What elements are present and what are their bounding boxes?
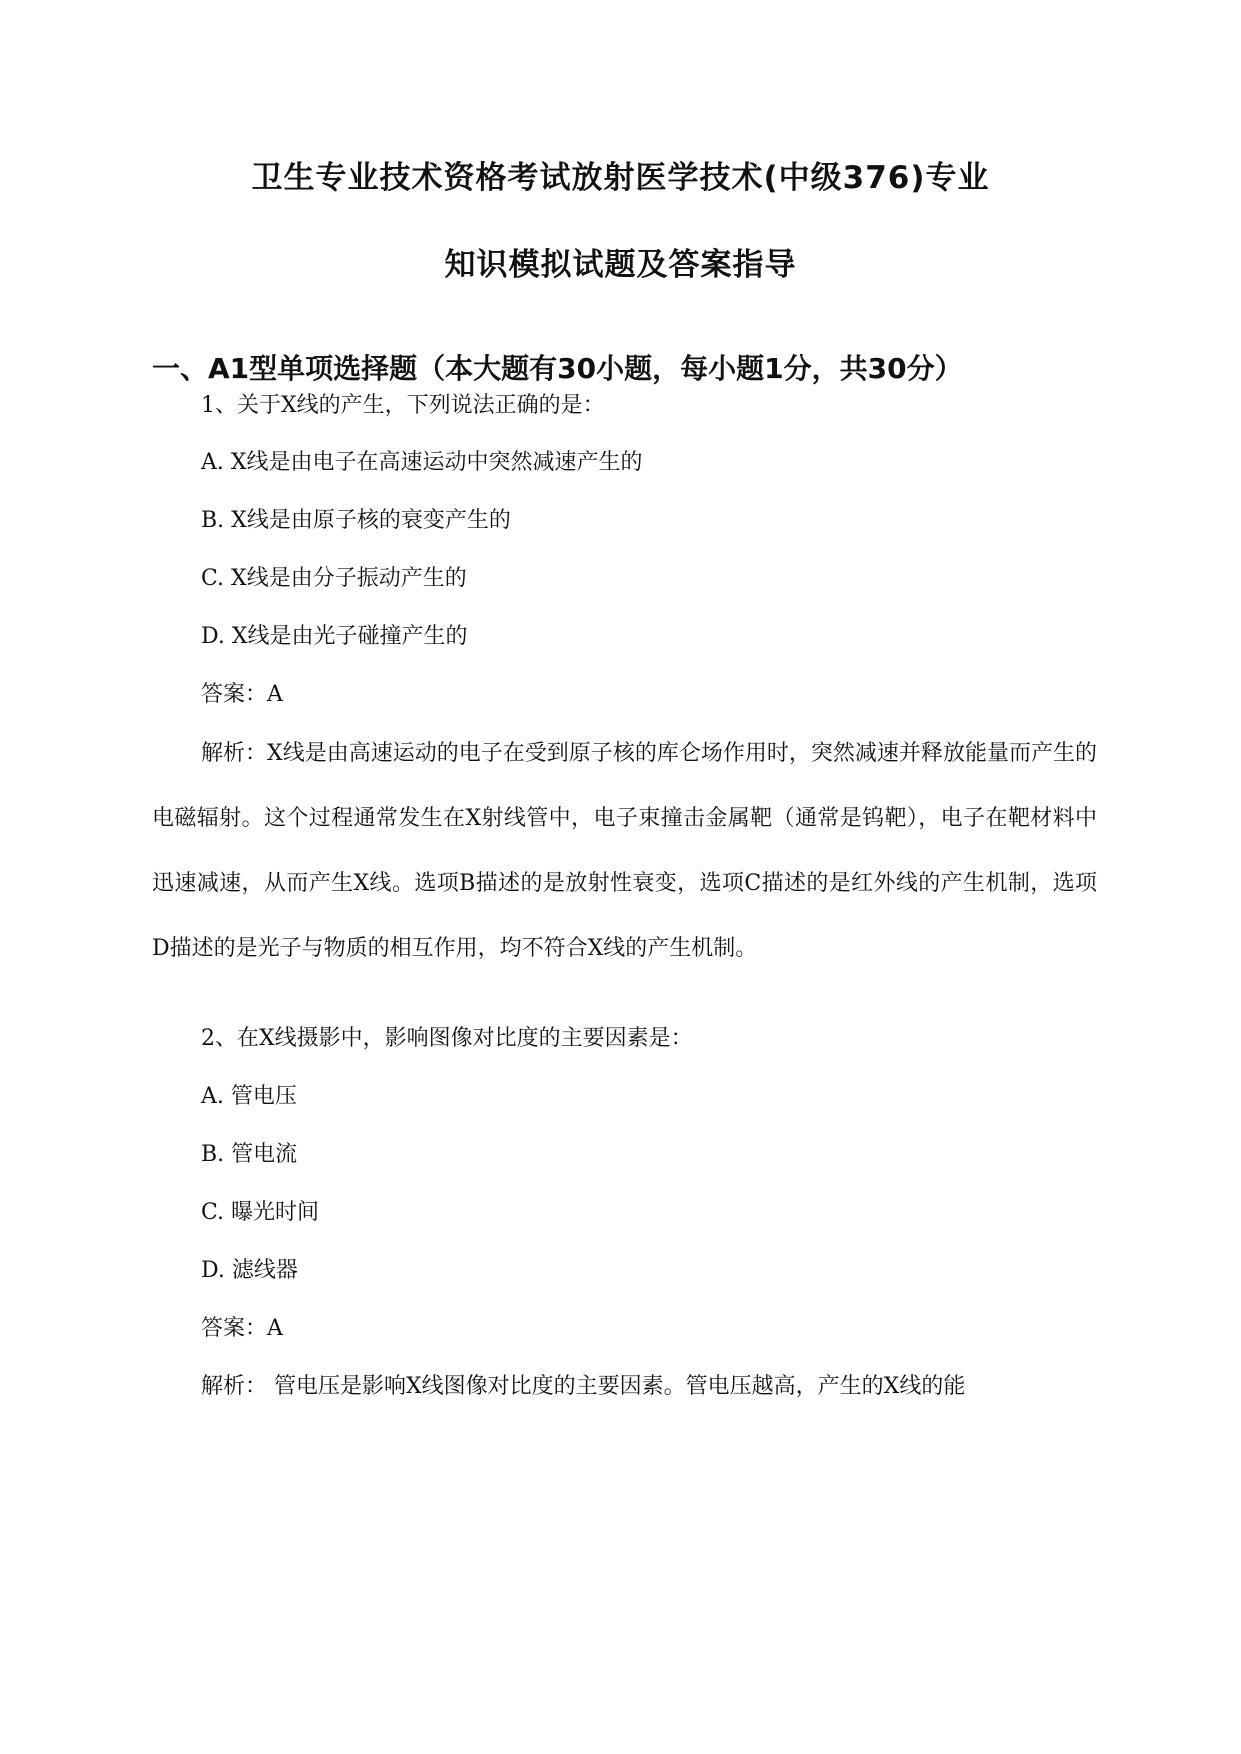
section-heading: 一、A1型单项选择题（本大题有30小题，每小题1分，共30分） [152, 352, 963, 385]
question-2-stem: 2、在X线摄影中，影响图像对比度的主要因素是： [201, 1026, 693, 1051]
question-2-option-d: D. 滤线器 [201, 1258, 298, 1283]
question-1-option-a: A. X线是由电子在高速运动中突然减速产生的 [201, 450, 643, 475]
question-1-option-d: D. X线是由光子碰撞产生的 [201, 624, 468, 649]
question-2-explanation: 解析： 管电压是影响X线图像对比度的主要因素。管电压越高，产生的X线的能 [201, 1374, 966, 1399]
question-2-option-b: B. 管电流 [201, 1142, 298, 1167]
question-2-option-c: C. 曝光时间 [201, 1200, 320, 1225]
document-title-line-2: 知识模拟试题及答案指导 [444, 247, 797, 283]
question-1-answer: 答案：A [201, 682, 283, 707]
question-1-option-b: B. X线是由原子核的衰变产生的 [201, 508, 511, 533]
question-1-stem: 1、关于X线的产生，下列说法正确的是： [201, 393, 605, 418]
document-title-line-1: 卫生专业技术资格考试放射医学技术(中级376)专业 [251, 160, 990, 196]
question-2-answer: 答案：A [201, 1316, 283, 1341]
question-2-option-a: A. 管电压 [201, 1084, 297, 1109]
question-1-option-c: C. X线是由分子振动产生的 [201, 566, 467, 591]
question-1-explanation: 解析：X线是由高速运动的电子在受到原子核的库仑场作用时，突然减速并释放能量而产生的电磁辐射。这个过程通常发生在X射线管中，电子束撞击金属靶（通常是钨靶），电子在靶材料中迅速减速，从而产生X线。选项B描述的是放射性衰变，选项C描述的是红外线的产生机制，选项D描述的是光子与物质的相互作用，均不符合X线的产生机制。 [152, 741, 1097, 961]
